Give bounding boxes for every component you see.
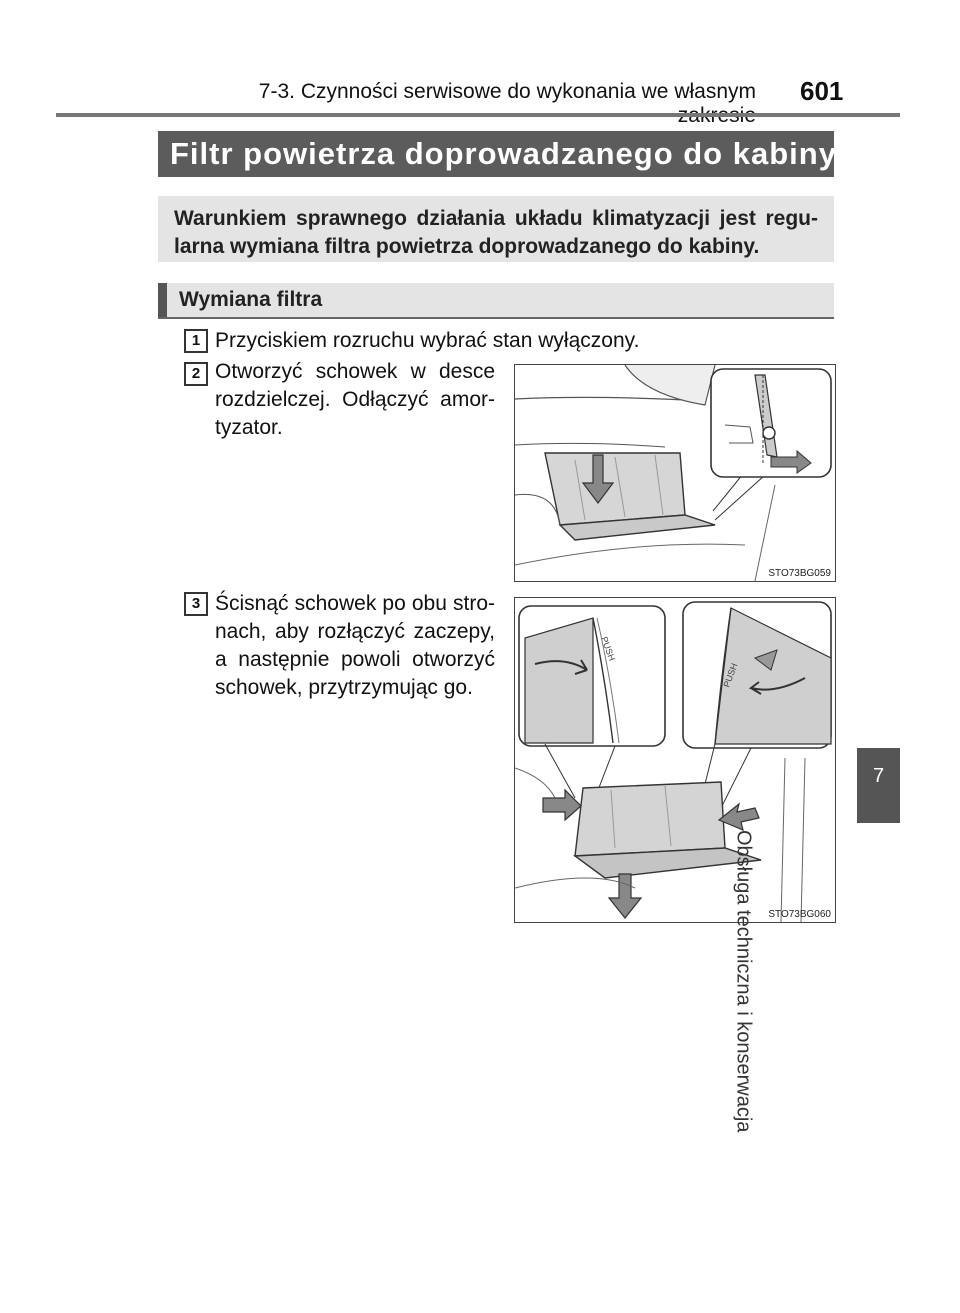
step-2-badge: 2: [184, 362, 208, 386]
figure-1-code: STO73BG059: [768, 568, 831, 579]
figure-glovebox-damper: [514, 364, 836, 582]
step-1-badge: 1: [184, 329, 208, 353]
glovebox-latches-illustration: [515, 598, 835, 922]
figure-glovebox-latches: [514, 597, 836, 923]
section-title: Filtr powietrza doprowadzanego do kabiny: [158, 131, 834, 177]
subsection-divider: [158, 317, 834, 319]
chapter-tab: 7: [857, 748, 900, 823]
running-header: 7-3. Czynności serwisowe do wykonania we własnym: [258, 80, 756, 103]
chapter-caption-text: Obsługa techniczna i konserwacja: [732, 830, 755, 1133]
page-number: 601: [800, 76, 844, 106]
header-divider: [56, 113, 900, 117]
step-2-text: Otworzyć schowek w desce rozdzielczej. Odłączyć amor-tyzator.: [215, 360, 495, 439]
step-3-badge: 3: [184, 592, 208, 616]
push-label-right: PUSH: [721, 661, 740, 689]
intro-box: Warunkiem sprawnego działania układu klimatyzacji jest regu-larna wymiana filtra powietrza doprowadzanego do kabiny.: [158, 196, 834, 262]
glovebox-damper-illustration: [515, 365, 835, 581]
push-label-left: PUSH: [599, 635, 618, 663]
step-1-text: Przyciskiem rozruchu wybrać stan wyłączony.: [215, 329, 640, 352]
step-3-text: Ścisnąć schowek po obu stro-nach, aby rozłączyć zaczepy, a następnie powoli otworzyć schowek, przytrzymując go.: [215, 592, 495, 699]
figure-2-code: STO73BG060: [768, 909, 831, 920]
subsection-header: Wymiana filtra: [158, 283, 834, 317]
